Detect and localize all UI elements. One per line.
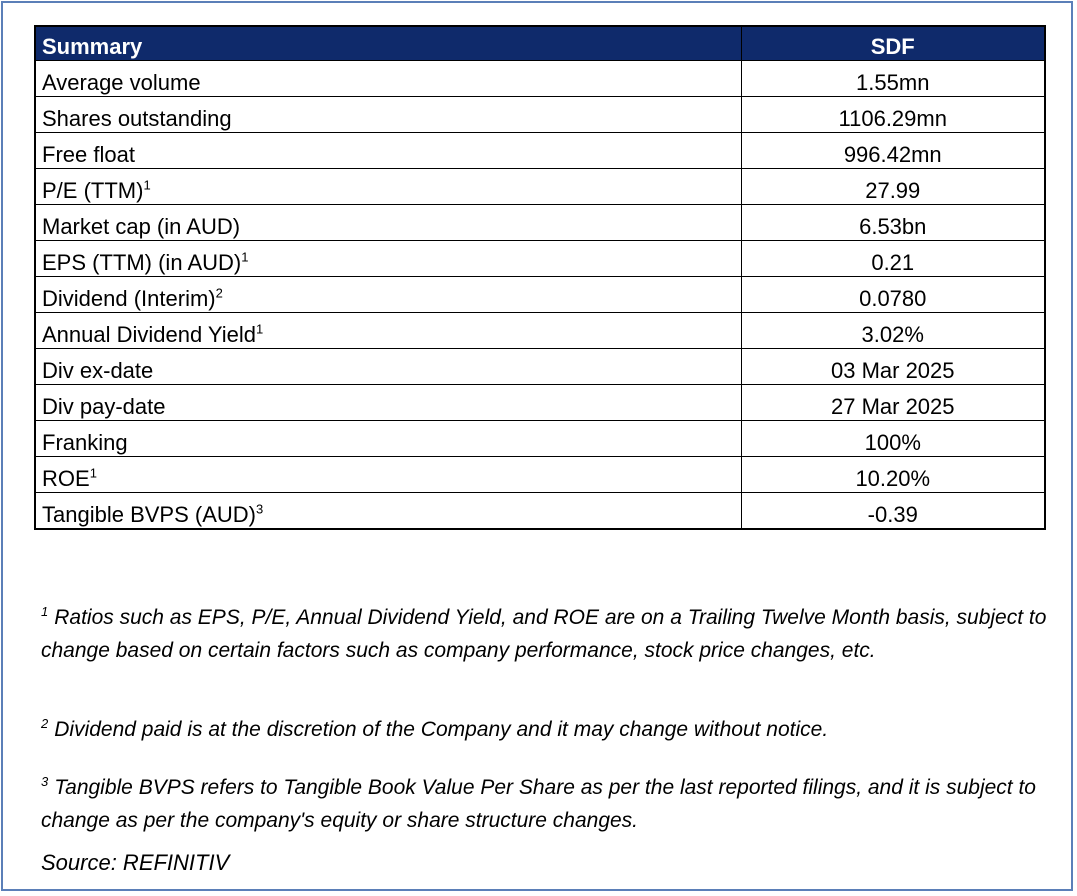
summary-table (34, 25, 1046, 530)
header-label: Summary (35, 26, 741, 61)
source-line: Source: REFINITIV (41, 850, 230, 875)
table-row (35, 169, 1045, 205)
row-value: 6.53bn (741, 205, 1045, 241)
summary-panel (1, 1, 1073, 891)
row-value: 3.02% (741, 313, 1045, 349)
footnote-3: $^3$ Tangible BVPS refers to Tangible Book Value Per Share as per the last reported filings, and it is subject to change as per the company's equity or share structure changes. (41, 774, 1036, 832)
footnote-ref: 1 (241, 249, 249, 265)
row-label: Dividend (Interim)$^2$ (35, 277, 741, 313)
row-label: EPS (TTM) (in AUD)$^1$ (35, 241, 741, 277)
table-row (35, 421, 1045, 457)
table-row (35, 349, 1045, 385)
row-value: 100% (741, 421, 1045, 457)
row-label: Free float (35, 133, 741, 169)
footnote-1: $^1$ Ratios such as EPS, P/E, Annual Dividend Yield, and ROE are on a Trailing Twelve Month basis, subject to change based on certain factors such as company performance, stock price changes, etc. (41, 604, 1047, 662)
row-label: Div ex-date (35, 349, 741, 385)
footnote-ref: 2 (215, 285, 223, 301)
row-value: 1.55mn (741, 61, 1045, 97)
table-row (35, 493, 1045, 530)
row-label: Market cap (in AUD) (35, 205, 741, 241)
row-label: ROE$^1$ (35, 457, 741, 493)
row-value: 03 Mar 2025 (741, 349, 1045, 385)
table-row (35, 457, 1045, 493)
row-label: Annual Dividend Yield$^1$ (35, 313, 741, 349)
footnote-2: $^2$ Dividend paid is at the discretion of the Company and it may change without notice. (41, 716, 829, 741)
row-value: 0.0780 (741, 277, 1045, 313)
row-label: Tangible BVPS (AUD)$^3$ (35, 493, 741, 530)
table-row (35, 313, 1045, 349)
table-row (35, 385, 1045, 421)
row-value: 996.42mn (741, 133, 1045, 169)
table-row (35, 277, 1045, 313)
table-row (35, 61, 1045, 97)
row-value: 0.21 (741, 241, 1045, 277)
row-value: -0.39 (741, 493, 1045, 530)
row-label: Franking (35, 421, 741, 457)
row-value: 27.99 (741, 169, 1045, 205)
table-row (35, 205, 1045, 241)
table-row (35, 133, 1045, 169)
table-row (35, 241, 1045, 277)
footnote-ref: 1 (143, 177, 151, 193)
header-ticker: SDF (741, 26, 1045, 61)
footnote-ref: 1 (89, 465, 97, 481)
row-value: 1106.29mn (741, 97, 1045, 133)
row-label: Div pay-date (35, 385, 741, 421)
row-label: Average volume (35, 61, 741, 97)
row-value: 10.20% (741, 457, 1045, 493)
row-label: P/E (TTM)$^1$ (35, 169, 741, 205)
row-label: Shares outstanding (35, 97, 741, 133)
footnote-ref: 1 (256, 321, 264, 337)
row-value: 27 Mar 2025 (741, 385, 1045, 421)
table-header-row (35, 26, 1045, 61)
table-row (35, 97, 1045, 133)
footnote-ref: 3 (255, 501, 264, 517)
